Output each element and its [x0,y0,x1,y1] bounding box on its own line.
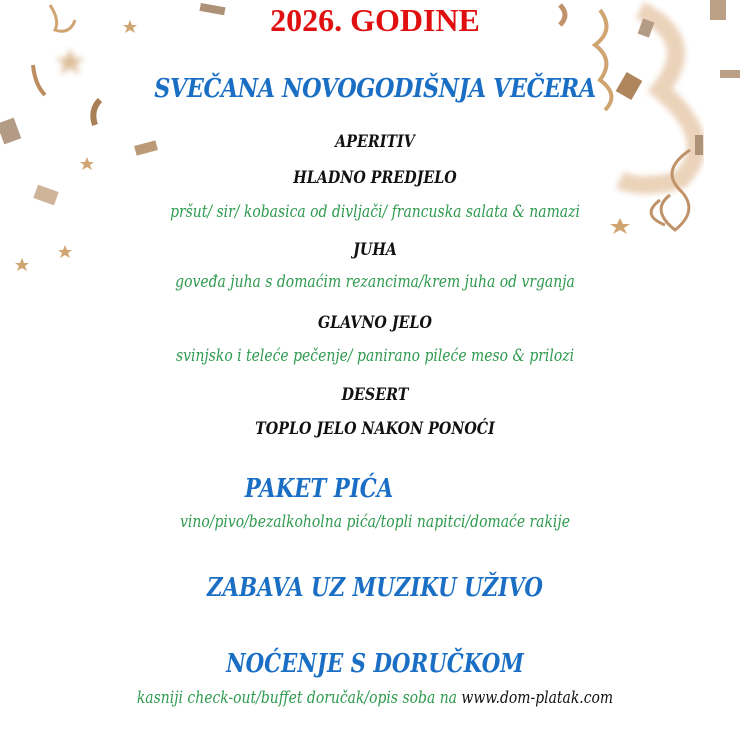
star-icon [15,258,29,271]
course-toplo-jelo: TOPLO JELO NAKON PONOĆI [255,419,495,439]
course-hladno-predjelo-description: pršut/ sir/ kobasica od divljači/ francuska salata & namazi [170,202,580,222]
course-desert: DESERT [341,385,409,405]
accommodation-title: NOĆENJE S DORUČKOM [226,649,524,679]
course-juha-description: goveđa juha s domaćim rezancima/krem juha od vrganja [175,272,575,292]
star-icon [55,48,85,75]
website-link[interactable]: www.dom-platak.com [461,688,614,708]
accommodation-description-text: kasniji check-out/buffet doručak/opis soba na [136,688,462,708]
course-hladno-predjelo: HLADNO PREDJELO [293,168,457,188]
year-title: 2026. GODINE [270,2,480,38]
course-aperitiv: APERITIV [335,132,415,152]
entertainment-title: ZABAVA UZ MUZIKU UŽIVO [207,573,543,603]
course-glavno-jelo-description: svinjsko i teleće pečenje/ panirano pileće meso & prilozi [175,346,575,366]
accommodation-description [68,688,683,708]
drinks-title: PAKET PIĆA [244,474,394,504]
course-juha: JUHA [353,240,397,260]
course-glavno-jelo: GLAVNO JELO [318,313,432,333]
event-title: SVEČANA NOVOGODIŠNJA VEČERA [154,74,596,104]
drinks-description: vino/pivo/bezalkoholna pića/topli napitci/domaće rakije [180,512,570,532]
